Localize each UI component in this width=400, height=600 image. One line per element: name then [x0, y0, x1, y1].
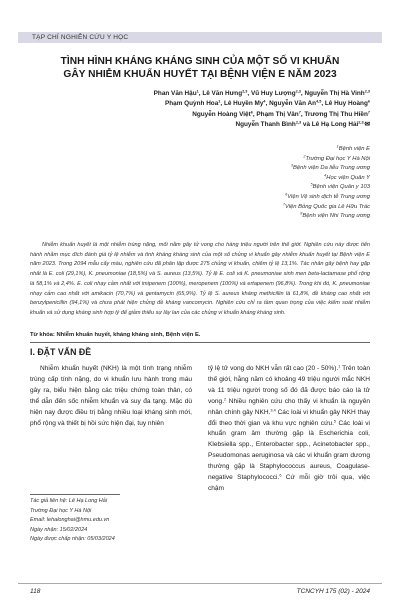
- author-affil-sup: 1: [196, 89, 199, 94]
- section-divider: [30, 342, 370, 343]
- author: Nguyễn Thị Hà Vinh: [304, 90, 365, 97]
- author-line-1: Phan Văn Hậu$^1$, Lê Văn Hưng$^{2,3}$, Vũ Huy Lượng$^{2,3}$, Nguyễn Thị Hà Vinh$^{2,3}$: [153, 89, 370, 97]
- author-affil-sup: 2,3,: [358, 120, 365, 125]
- section-heading: I. ĐẶT VẤN ĐỀ: [30, 347, 92, 357]
- corr-author: Tác giả liên hệ: Lê Hạ Long Hải: [30, 498, 108, 504]
- citation: 2: [224, 397, 227, 402]
- affil-sup: 6: [285, 192, 288, 197]
- affil-text: Viện Bỏng Quốc gia Lê Hữu Trác: [285, 203, 370, 210]
- citation: 3,4: [270, 408, 276, 413]
- author: Phạm Thị Vân: [256, 110, 299, 118]
- affiliation: [120, 145, 370, 155]
- affil-text: Trường Đại học Y Hà Nội: [305, 155, 370, 162]
- author: Lê Văn Hưng: [202, 90, 243, 97]
- author: Nguyễn Hoàng Việt: [192, 110, 251, 118]
- author-affil-sup: 4: [263, 99, 266, 104]
- author: Lê Huy Hoàng: [324, 100, 368, 108]
- keywords-text: Nhiễm khuẩn huyết, kháng kháng sinh, Bệnh viện E.: [56, 332, 201, 338]
- affil-text: Bệnh viện Quân y 103: [312, 184, 370, 191]
- author-affil-sup: 1: [218, 99, 221, 104]
- body-text: tỷ lệ tử vong do NKH vẫn rất cao (20 - 50%).: [208, 365, 339, 372]
- author-affil-sup: 6: [250, 110, 253, 115]
- corr-email: Email: lehalonghai@hmu.edu.vn: [30, 517, 110, 524]
- author-affil-sup: 7: [298, 110, 301, 115]
- article-title: [30, 55, 370, 81]
- affil-sup: 5: [310, 182, 313, 187]
- author-affil-sup: 4,5: [316, 99, 322, 104]
- author: Vũ Huy Lượng: [250, 90, 296, 97]
- author: Phạm Quỳnh Hoa: [165, 100, 219, 108]
- affil-sup: 3: [290, 163, 293, 168]
- author: Trương Thị Thu Hiền: [304, 110, 368, 118]
- body-text: Các loài vi khuẩn gram âm thường gặp là Escherichia coli, Klebsiella spp., Enterobacter spp., Acinetobacter spp., Pseudomonas aeruginosa và các vi khuẩn gram dương thường gặp là Staphylococcus aureus, Coagulase-negative Staphylococci.: [208, 419, 370, 482]
- footer-divider: [18, 583, 382, 584]
- author-affil-sup: 2,3: [295, 89, 301, 94]
- body-text: Các loài vi khuẩn gây NKH thay đổi theo thời gian và khu vực nghiên cứu.: [208, 408, 371, 427]
- body-column-left: Nhiễm khuẩn huyết (NKH) là một tình trạng nhiễm trùng cấp tính nặng, do vi khuẩn lưu hành trong máu gây ra, biểu hiện bằng các triệu chứng toàn thân, có thể dẫn đến sốc nhiễm khuẩn và suy đa tạng. Mặc dù hiện nay được điều trị bằng nhiều loại kháng sinh mới, phổ rộng và thiết bị hồi sức hiện đại, tuy nhiên: [30, 365, 192, 427]
- author-affil-sup: 2,3: [364, 89, 370, 94]
- author: Nguyễn Thanh Bình: [235, 120, 296, 128]
- keywords-label: Từ khóa:: [30, 332, 55, 338]
- affiliation-list: [120, 145, 370, 222]
- section-label: TẠP CHÍ NGHIÊN CỨU Y HỌC: [32, 34, 129, 41]
- title-line-2: GÂY NHIỄM KHUẨN HUYẾT TẠI BỆNH VIỆN E NĂM 2023: [63, 69, 337, 80]
- author: Lê Huyền My: [223, 100, 264, 108]
- citation: 1: [338, 364, 341, 369]
- body-text: Trên toàn thế giới, hằng năm có khoảng 49 triệu người mắc NKH và 11 triệu người trong số đó đã được báo cáo là tử vong.: [208, 365, 370, 405]
- affiliation: [120, 203, 370, 213]
- affiliation: [120, 164, 370, 174]
- affil-text: Bệnh viện Da liễu Trung ương: [293, 165, 370, 172]
- affiliation: [120, 155, 370, 165]
- author: Phan Văn Hậu: [153, 90, 197, 97]
- keywords: [30, 331, 370, 340]
- affil-text: Bệnh viện E: [338, 146, 370, 152]
- body-column-right: [208, 364, 370, 495]
- affil-text: Học viện Quân Y: [326, 174, 370, 181]
- affil-sup: 4: [324, 173, 327, 178]
- journal-citation: TCNCYH 175 (02) - 2024: [296, 588, 370, 595]
- author-affil-sup: 7: [367, 110, 370, 115]
- accepted-date: Ngày được chấp nhận: 05/03/2024: [30, 536, 115, 543]
- citation: 5: [333, 419, 337, 424]
- abstract: Nhiễm khuẩn huyết là một nhiễm trùng nặng, mối nằm gây tử vong cho hàng triệu người trên thế giới. Nghiên cứu này được tiến hành nhằm mục đích đánh giá tỷ lệ nhiễm và tình kháng kháng sinh của một số chủng vi khuẩn gây nhiễm khuẩn huyết tại Bệnh viện E năm 2023. Trong 2094 mẫu cấy máu, nghiên cứu đã phân lập được 275 chủng vi khuẩn, chiếm tỷ lệ 13,1%. Tác nhân gây bệnh hay gặp nhất là E. coli (29,1%), K. pneumoniae (18,5%) và S. aureus (13,5%). Tỷ lệ E. coli và K. pneumoniae sinh men beta-lactamase phổ rộng là 58,1% và 2,4%. E. coli nhạy cảm nhất với imipenem (100%), meropenem (100%) và ertapenem (96,8%). Trong khi đó, K. pneumoniae nhạy cảm cao nhất với amikacin (70,7%) và gentamycin (65,9%). Tỷ lệ S. aureus kháng methicillin là 61,8%, đề kháng cao nhất với benzylpenicillin (94,1%) và chưa phát hiện chủng đề kháng vancomycin. Nghiên cứu chỉ ra tầm quan trọng của việc kiểm soát nhiễm khuẩn và sử dụng kháng sinh hợp lý để giảm thiểu sự lây lan của các chủng vi khuẩn kháng kháng sinh.: [30, 242, 370, 316]
- author-line-2: Phạm Quỳnh Hoa$^1$, Lê Huyền My$^4$, Nguyễn Văn An$^{4,5}$, Lê Huy Hoàng$^6$: [165, 99, 370, 108]
- author: Nguyễn Văn An: [269, 100, 317, 108]
- affil-sup: 1: [336, 144, 339, 149]
- affil-sup: 8: [300, 211, 303, 216]
- author-line-3: Nguyễn Hoàng Việt$^6$, Phạm Thị Vân$^7$, Trương Thị Thu Hiền$^7$: [192, 110, 370, 118]
- corresponding-author: Lê Hạ Long Hải: [311, 120, 359, 128]
- received-date: Ngày nhận: 15/02/2024: [30, 526, 88, 533]
- author-affil-sup: 2,3: [242, 89, 248, 94]
- author-conjunction: và: [302, 120, 310, 128]
- affil-sup: 2: [303, 154, 306, 159]
- correspondence-divider: [30, 494, 120, 495]
- corr-institution: Trường Đại học Y Hà Nội: [30, 507, 92, 514]
- correspondence-block: [30, 497, 190, 545]
- affil-sup: 7: [282, 202, 285, 207]
- affiliation: [120, 183, 370, 193]
- corresponding-mark-icon: ✉: [364, 120, 370, 128]
- affil-text: Viện Vệ sinh dịch tễ Trung ương: [287, 193, 370, 200]
- affiliation: [120, 193, 370, 203]
- affiliation: [120, 212, 370, 222]
- author-affil-sup: 2,3: [295, 120, 302, 125]
- affil-text: Bệnh viện Nhi Trung ương: [302, 213, 370, 220]
- page-number: 118: [30, 588, 41, 595]
- citation: 6: [279, 473, 282, 478]
- author-line-4: [50, 120, 370, 130]
- body-text: Cứ mỗi giờ trôi qua, việc chậm: [208, 474, 370, 492]
- journal-section-header: [18, 32, 382, 43]
- affiliation: [120, 174, 370, 184]
- author-affil-sup: 6: [367, 99, 370, 104]
- title-line-1: TÌNH HÌNH KHÁNG KHÁNG SINH CỦA MỘT SỐ VI KHUẨN: [60, 56, 340, 67]
- body-text: Nhiều nghiên cứu cho thấy vi khuẩn là nguyên nhân chính gây NKH.: [208, 397, 370, 416]
- author-list: [50, 89, 370, 130]
